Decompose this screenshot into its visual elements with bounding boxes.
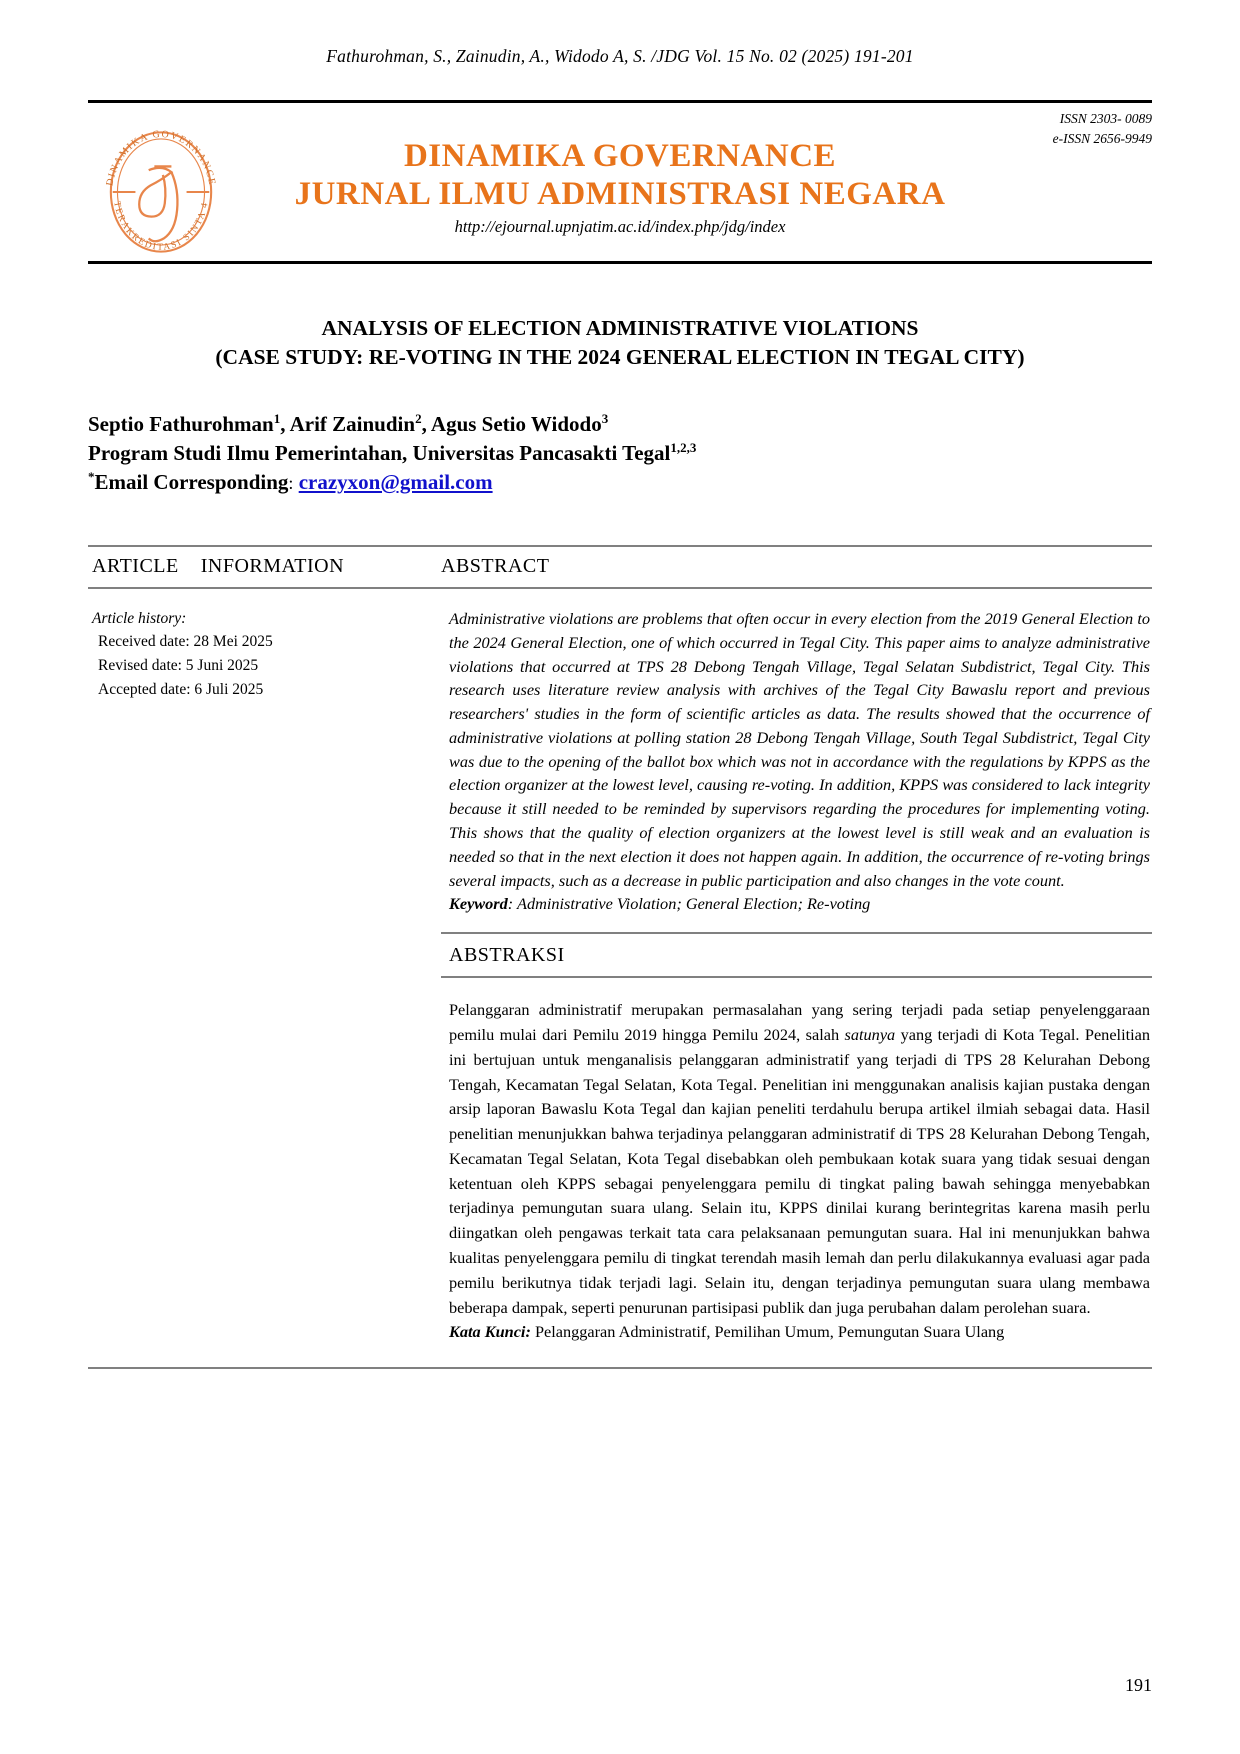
journal-url[interactable]: http://ejournal.upnjatim.ac.id/index.php/jdg/index — [454, 216, 786, 236]
info-header-right — [433, 555, 1152, 578]
info-body-row — [88, 589, 1152, 914]
journal-title-line1: DINAMIKA GOVERNANCE — [403, 138, 837, 174]
running-head: Fathurohman, S., Zainudin, A., Widodo A, S. /JDG Vol. 15 No. 02 (2025) 191-201 — [326, 46, 914, 66]
info-header-left — [88, 555, 433, 578]
author-3-name: , Agus Setio Widodo — [421, 412, 602, 437]
email-label: Email Corresponding — [94, 469, 289, 494]
article-information-heading — [92, 555, 344, 577]
abstract-indonesian-text — [441, 978, 1152, 1320]
kata-kunci-value: Pelanggaran Administratif, Pemilihan Umum, Pemungutan Suara Ulang — [530, 1322, 1005, 1342]
article-title-line2: (CASE STUDY: RE-VOTING IN THE 2024 GENERAL ELECTION IN TEGAL CITY) — [215, 345, 1025, 370]
author-1-name: Septio Fathurohman — [88, 412, 274, 437]
affiliation-text: Program Studi Ilmu Pemerintahan, Universitas Pancasakti Tegal — [88, 441, 671, 465]
masthead-bottom-rule — [88, 261, 1152, 264]
corresponding-star: * — [88, 468, 95, 484]
keyword-separator: : — [507, 894, 517, 914]
author-1-affil-marker: 1 — [273, 411, 281, 427]
journal-logo — [90, 121, 232, 263]
affiliation-markers: 1,2,3 — [670, 440, 697, 455]
article-history-title: Article history: — [92, 609, 187, 627]
article-info-section — [88, 545, 1152, 1369]
history-revised: Revised date: 5 Juni 2025 — [98, 657, 259, 675]
keyword-label: Keyword — [449, 894, 508, 914]
svg-text:DINAMIKA GOVERNANCE: DINAMIKA GOVERNANCE — [104, 128, 218, 187]
svg-text:TERAKREDITASI SINTA 4: TERAKREDITASI SINTA 4 — [111, 200, 211, 253]
abstract-column — [433, 607, 1152, 914]
info-bottom-rule — [88, 1367, 1152, 1369]
email-link[interactable]: crazyxon@gmail.com — [298, 469, 493, 494]
history-accepted: Accepted date: 6 Juli 2025 — [98, 680, 264, 698]
heading-word-information: INFORMATION — [200, 554, 345, 577]
history-received: Received date: 28 Mei 2025 — [98, 633, 273, 651]
author-3-affil-marker: 3 — [601, 411, 609, 427]
masthead-titles — [88, 111, 1152, 237]
abstract-english-text: Administrative violations are problems that often occur in every election from the 2019 General Election to the 2024 General Election, one of which occurred in Tegal City. This paper aims to analyze administrative violations that occurred at TPS 28 Debong Tengah Village, Tegal Selatan Subdistrict, Tegal City. This research uses literature review analysis with archives of the Tegal City Bawaslu report and previous researchers' studies in the form of scientific articles as data. The results showed that the occurrence of administrative violations at polling station 28 Debong Tengah Village, South Tegal Subdistrict, Tegal City was due to the opening of the ballot box which was not in accordance with the regulations by KPPS as the election organizer at the lowest level, causing re-voting. In addition, KPPS was considered to lack integrity because it still needed to be reminded by supervisors regarding the procedures for implementing voting. This shows that the quality of election organizers at the lowest level is still weak and an evaluation is needed so that in the next election it does not happen again. In addition, the occurrence of re-voting brings several impacts, such as a decrease in public participation and also changes in the vote count. — [449, 608, 1150, 890]
author-2-affil-marker: 2 — [415, 411, 422, 427]
author-2-name: , Arif Zainudin — [280, 412, 416, 437]
abstract-indonesian-keywords — [441, 1320, 1152, 1345]
journal-title-line2: JURNAL ILMU ADMINISTRASI NEGARA — [294, 176, 946, 213]
article-history — [92, 607, 433, 701]
abstraksi-heading: ABSTRAKSI — [449, 944, 565, 967]
issn-electronic: e-ISSN 2656-9949 — [1052, 130, 1152, 146]
page-title — [88, 314, 1152, 372]
info-header-row — [88, 547, 1152, 587]
journal-masthead — [88, 103, 1152, 261]
abstract-heading: ABSTRACT — [441, 554, 550, 577]
heading-word-article: ARTICLE — [92, 554, 179, 577]
keyword-value: Administrative Violation; General Election; Re-voting — [517, 894, 871, 914]
article-title-line1: ANALYSIS OF ELECTION ADMINISTRATIVE VIOLATIONS — [321, 316, 919, 340]
kata-kunci-label: Kata Kunci: — [449, 1322, 531, 1342]
abstraksi-italic-word: satunya — [844, 1025, 896, 1045]
page-number: 191 — [1125, 1675, 1152, 1695]
abstraksi-part2: yang terjadi di Kota Tegal. Penelitian ini bertujuan untuk menganalisis pelanggaran administratif yang terjadi di TPS 28 Kelurahan Debong Tengah, Kecamatan Tegal Selatan, Kota Tegal. Penelitian ini menggunakan analisis kajian pustaka dengan arsip laporan Bawaslu Kota Tegal dan kajian peneliti terdahulu berupa artikel ilmiah sebagai data. Hasil penelitian menunjukkan bahwa terjadinya pelanggaran administratif di TPS 28 Kelurahan Debong Tengah, Kecamatan Tegal Selatan, Kota Tegal disebabkan oleh pembukaan kotak suara yang tidak sesuai dengan ketentuan oleh KPPS sebagai penyelenggara pemilu di tingkat paling bawah sehingga menyebabkan terjadinya pemungutan suara ulang. Selain itu, KPPS dinilai kurang berintegritas karena masih perlu diingatkan oleh pengawas terkait tata cara pelaksanaan pemungutan suara. Hal ini menunjukkan bahwa kualitas penyelenggara pemilu di tingkat terendah masih lemah dan perlu dilakukannya evaluasi agar pada pemilu berikutnya tidak terjadi lagi. Selain itu, dengan terjadinya pemungutan suara ulang membawa beberapa dampak, seperti penurunan partisipasi publik dan juga perubahan dalam perolehan suara. — [449, 1025, 1151, 1317]
issn-block — [1053, 109, 1152, 148]
corresponding-email-line — [88, 468, 1152, 497]
email-separator: : — [288, 472, 294, 493]
authors-block — [88, 410, 1152, 497]
article-history-column — [88, 607, 433, 914]
abstract-english-keywords — [441, 894, 1152, 914]
affiliation — [88, 439, 1152, 468]
abstraksi-part1: Pelanggaran administratif merupakan permasalahan yang sering terjadi pada setiap penyelenggaraan pemilu mulai dari Pemilu 2019 hingga Pemilu 2024, salah — [449, 1000, 1150, 1045]
author-names — [88, 410, 1152, 439]
issn-print: ISSN 2303- 0089 — [1059, 111, 1152, 126]
